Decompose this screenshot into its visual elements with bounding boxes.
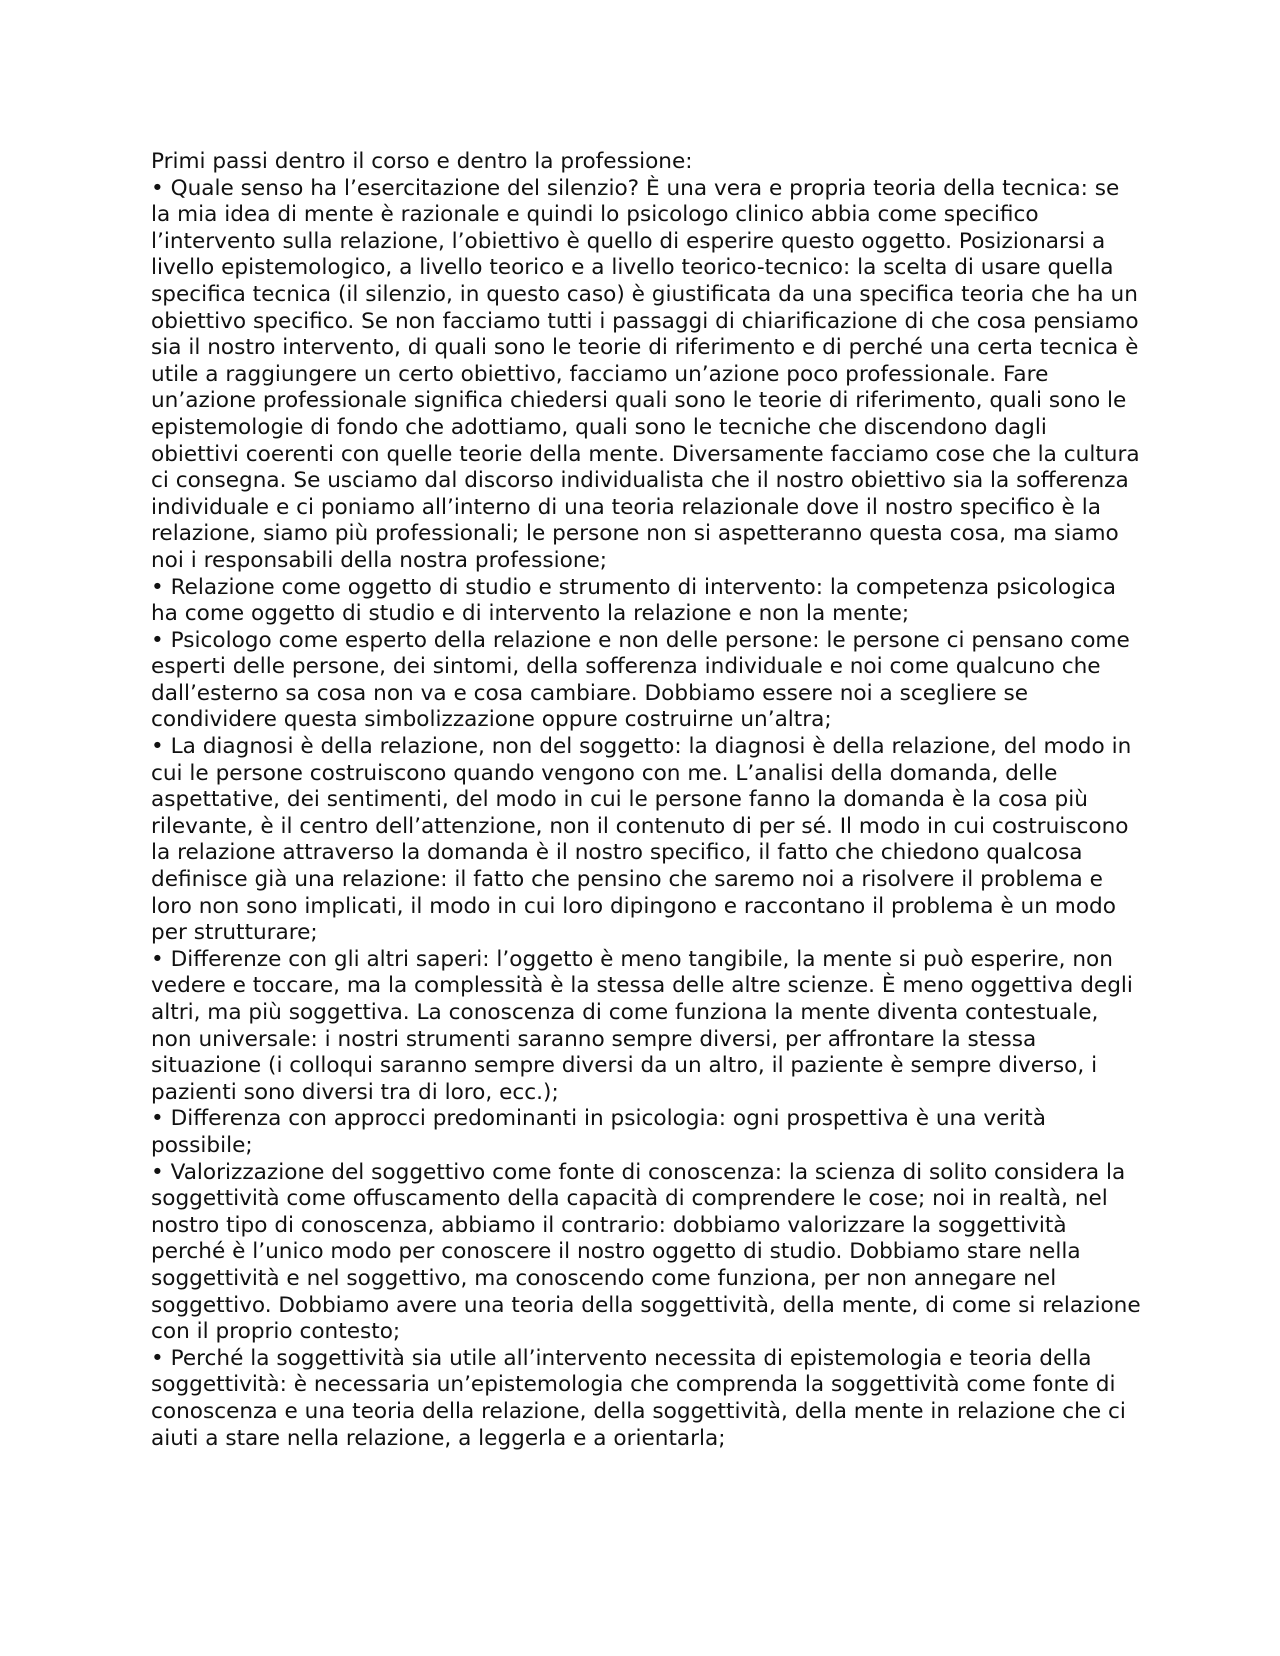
bullet-item-silenzio: • Quale senso ha l’esercitazione del silenzio? È una vera e propria teoria della tecnica: se la mia idea di mente è razionale e quindi lo psicologo clinico abbia come specifico l’intervento sulla relazione, l’obiettivo è quello di esperire questo oggetto. Posizionarsi a livello epistemologico, a livello teorico e a livello teorico-tecnico: la scelta di usare quella specifica tecnica (il silenzio, in questo caso) è giustificata da una specifica teoria che ha un obiettivo specifico. Se non facciamo tutti i passaggi di chiarificazione di che cosa pensiamo sia il nostro intervento, di quali sono le teorie di riferimento e di perché una certa tecnica è utile a raggiungere un certo obiettivo, facciamo un’azione poco professionale. Fare un’azione professionale significa chiedersi quali sono le teorie di riferimento, quali sono le epistemologie di fondo che adottiamo, quali sono le tecniche che discendono dagli obiettivi coerenti con quelle teorie della mente. Diversamente facciamo cose che la cultura ci consegna. Se usciamo dal discorso individualista che il nostro obiettivo sia la sofferenza individuale e ci poniamo all’interno di una teoria relazionale dove il nostro specifico è la relazione, siamo più professionali; le persone non si aspetteranno questa cosa, ma siamo noi i responsabili della nostra professione; <box>151 175 1140 573</box>
bullet-item-epistemologia: • Perché la soggettività sia utile all’intervento necessita di epistemologia e teoria della soggettività: è necessaria un’epistemologia che comprenda la soggettività come fonte di conoscenza e una teoria della relazione, della soggettività, della mente in relazione che ci aiuti a stare nella relazione, a leggerla e a orientarla; <box>151 1345 1126 1451</box>
document-heading: Primi passi dentro il corso e dentro la professione: <box>151 149 693 174</box>
bullet-item-valorizzazione: • Valorizzazione del soggettivo come fonte di conoscenza: la scienza di solito considera la soggettività come offuscamento della capacità di comprendere le cose; noi in realtà, nel nostro tipo di conoscenza, abbiamo il contrario: dobbiamo valorizzare la soggettività perché è l’unico modo per conoscere il nostro oggetto di studio. Dobbiamo stare nella soggettività e nel soggettivo, ma conoscendo come funziona, per non annegare nel soggettivo. Dobbiamo avere una teoria della soggettività, della mente, di come si relazione con il proprio contesto; <box>151 1159 1141 1345</box>
bullet-item-approcci: • Differenza con approcci predominanti in psicologia: ogni prospettiva è una verità possibile; <box>151 1106 1046 1158</box>
bullet-item-psicologo-esperto: • Psicologo come esperto della relazione e non delle persone: le persone ci pensano come esperti delle persone, dei sintomi, della sofferenza individuale e noi come qualcuno che dall’esterno sa cosa non va e cosa cambiare. Dobbiamo essere noi a scegliere se condividere questa simbolizzazione oppure costruirne un’altra; <box>151 627 1130 733</box>
bullet-item-relazione-oggetto: • Relazione come oggetto di studio e strumento di intervento: la competenza psicologica ha come oggetto di studio e di intervento la relazione e non la mente; <box>151 574 1117 627</box>
document-body <box>151 149 1141 1452</box>
bullet-item-diagnosi: • La diagnosi è della relazione, non del soggetto: la diagnosi è della relazione, del modo in cui le persone costruiscono quando vengono con me. L’analisi della domanda, delle aspettative, dei sentimenti, del modo in cui le persone fanno la domanda è la cosa più rilevante, è il centro dell’attenzione, non il contenuto di per sé. Il modo in cui costruiscono la relazione attraverso la domanda è il nostro specifico, il fatto che chiedono qualcosa definisce già una relazione: il fatto che pensino che saremo noi a risolvere il problema e loro non sono implicati, il modo in cui loro dipingono e raccontano il problema è un modo per strutturare; <box>151 734 1132 946</box>
bullet-item-differenze-saperi: • Differenze con gli altri saperi: l’oggetto è meno tangibile, la mente si può esperire, non vedere e toccare, ma la complessità è la stessa delle altre scienze. È meno oggettiva degli altri, ma più soggettiva. La conoscenza di come funziona la mente diventa contestuale, non universale: i nostri strumenti saranno sempre diversi, per affrontare la stessa situazione (i colloqui saranno sempre diversi da un altro, il paziente è sempre diverso, i pazienti sono diversi tra di loro, ecc.); <box>151 946 1133 1105</box>
